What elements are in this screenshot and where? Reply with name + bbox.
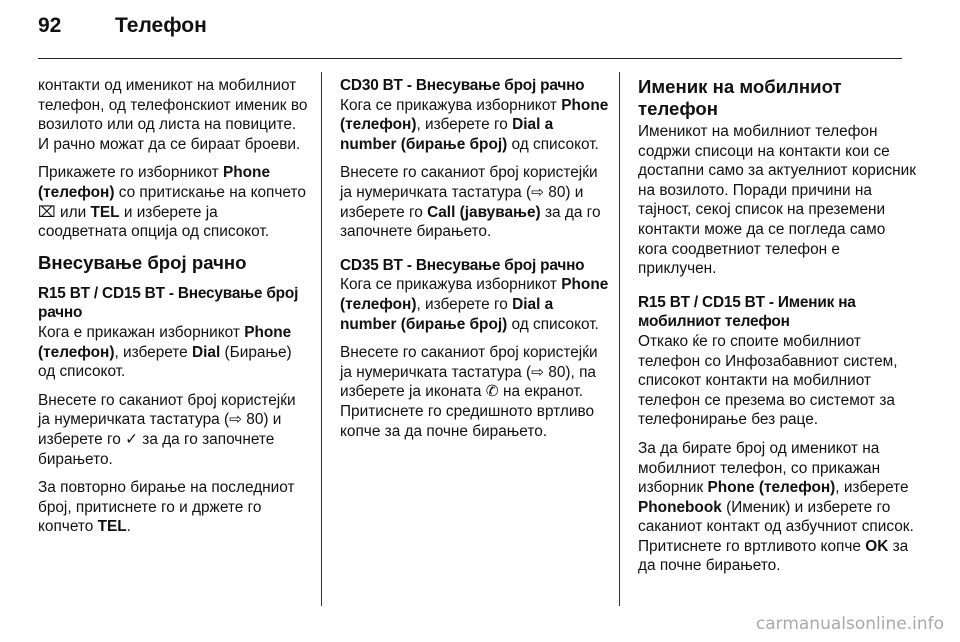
paragraph: Внесете го саканиот број користејќи ја нумеричката тастатура (⇨ 80) и изберете го ✓ за да го започнете бирањето. [38,391,296,468]
phone-button-icon: ⌧ [38,203,56,221]
header-rule [38,58,902,59]
page-number: 92 [38,14,62,37]
subsection-heading: R15 BT / CD15 BT - Внесување број рачно [38,284,299,322]
column-1 [38,76,310,546]
column-2 [340,76,612,450]
subsection-heading: R15 BT / CD15 BT - Именик на мобилниот телефон [638,293,856,331]
page-reference-arrow-icon: ⇨ [531,363,544,381]
paragraph: За да бирате број од именикот на мобилниот телефон, со прикажан изборник Phone (телефон), изберете Phonebook (Именик) и изберете го саканиот контакт од азбучниот список. Притиснете го вртливото копче OK за да почне бирањето. [638,439,914,575]
paragraph: контакти од именикот на мобилниот телефон, од телефонскиот именик во возилото или од листа на повиците. И рачно можат да се бираат броеви. [38,77,308,153]
paragraph: Именикот на мобилниот телефон содржи списоци на контакти кои се достапни само за актуелниот корисник на возилото. Поради причини на тајност, секој список на преземени контакти може да се погледа само кога соодветниот телефон е приклучен. [638,123,916,278]
paragraph: Кога е прикажан изборникот Phone (телефон), изберете Dial (Бирање) од списокот. [38,323,292,381]
watermark: carmanualsonline.info [755,614,944,634]
phone-handset-icon: ✆ [485,383,499,401]
paragraph: Кога се прикажува изборникот Phone (телефон), изберете го Dial a number (бирање број) од списокот. [340,96,609,153]
column-divider [619,72,620,606]
page-reference-arrow-icon: ⇨ [229,411,242,429]
section-heading: Внесување број рачно [38,251,247,273]
paragraph: Внесете го саканиот број користејќи ја нумеричката тастатура (⇨ 80), па изберете ја иконата ✆ на екранот. Притиснете го средишното вртливо копче за да почне бирањето. [340,344,598,440]
paragraph: Внесете го саканиот број користејќи ја нумеричката тастатура (⇨ 80) и изберете го Call (јавување) за да го започнете бирањето. [340,164,601,241]
page-title: Телефон [115,14,207,37]
page-reference-arrow-icon: ⇨ [531,183,544,201]
paragraph: Откако ќе го споите мобилниот телефон со Инфозабавниот систем, списокот контакти на мобилниот телефон се презема во системот за телефонирање без раце. [638,332,898,429]
subsection-heading: CD30 BT - Внесување број рачно [340,77,585,94]
paragraph: Прикажете го изборникот Phone (телефон) со притискање на копчето ⌧ или TEL и изберете ја соодветната опција од списокот. [38,164,306,241]
page-header [38,14,207,54]
column-divider [321,72,322,606]
subsection-heading: CD35 BT - Внесување број рачно [340,256,585,274]
call-check-icon: ✓ [125,430,139,448]
paragraph: За повторно бирање на последниот број, притиснете го и држете го копчето TEL. [38,479,295,536]
column-3 [638,76,916,585]
paragraph: Кога се прикажува изборникот Phone (телефон), изберете го Dial a number (бирање број) од списокот. [340,276,609,333]
section-heading: Именик на мобилниот телефон [638,76,842,119]
